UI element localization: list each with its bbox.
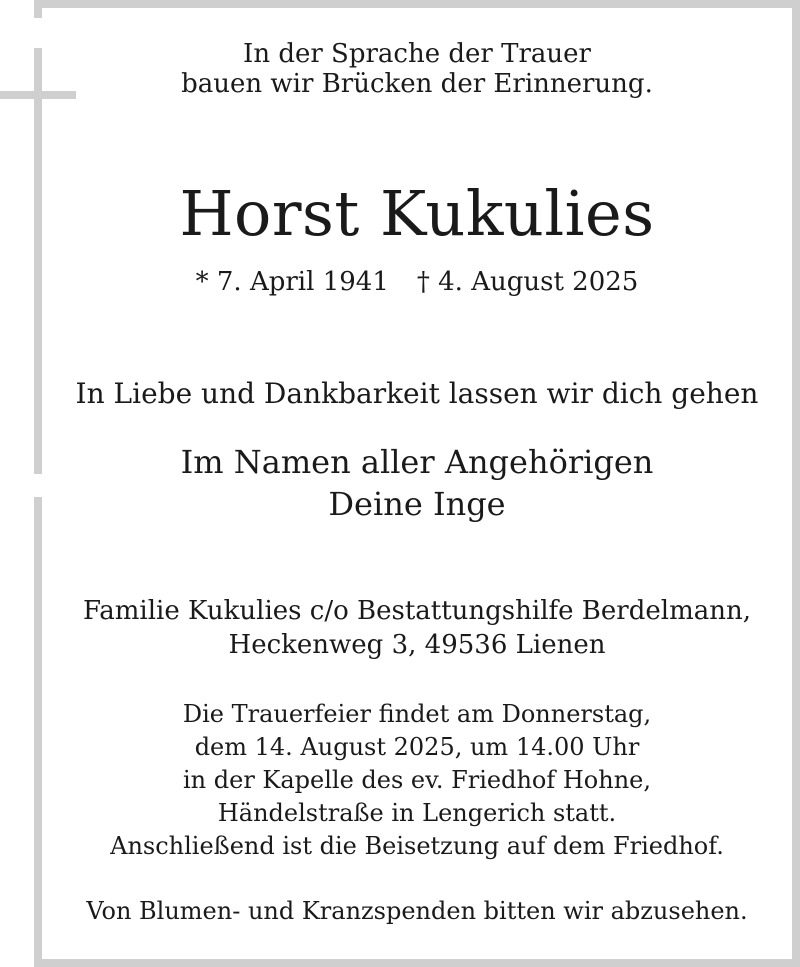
contact-address xyxy=(42,595,792,663)
frame-top-border xyxy=(34,0,800,8)
motto-line: bauen wir Brücken der Erinnerung. xyxy=(181,68,653,99)
deceased-name: Horst Kukulies xyxy=(179,177,655,250)
frame-left-border-top xyxy=(34,0,42,18)
signer-line: Deine Inge xyxy=(328,484,506,523)
mourners-signature xyxy=(42,442,792,525)
address-line: Heckenweg 3, 49536 Lienen xyxy=(228,629,606,660)
farewell-text: In Liebe und Dankbarkeit lassen wir dich gehen xyxy=(75,377,759,410)
motto-verse xyxy=(42,40,792,100)
frame-right-border xyxy=(792,0,800,967)
ceremony-line: Die Trauerfeier findet am Donnerstag, xyxy=(182,700,652,728)
death-date: † 4. August 2025 xyxy=(416,267,639,297)
ceremony-line: dem 14. August 2025, um 14.00 Uhr xyxy=(194,733,640,762)
flower-donation-request: Von Blumen- und Kranzspenden bitten wir abzusehen. xyxy=(86,897,748,925)
cross-icon-vertical-bar xyxy=(34,48,42,474)
motto-line: In der Sprache der Trauer xyxy=(243,39,591,69)
address-line: Familie Kukulies c/o Bestattungshilfe Berdelmann, xyxy=(83,596,751,626)
ceremony-line: Händelstraße in Lengerich statt. xyxy=(217,799,617,828)
birth-date: * 7. April 1941 xyxy=(195,267,389,297)
funeral-service-info xyxy=(42,698,792,864)
frame-bottom-border xyxy=(34,959,800,967)
signer-line: Im Namen aller Angehörigen xyxy=(180,443,654,481)
ceremony-line: Anschließend ist die Beisetzung auf dem Friedhof. xyxy=(110,832,724,861)
ceremony-line: in der Kapelle des ev. Friedhof Hohne, xyxy=(182,766,651,795)
life-dates xyxy=(42,268,792,298)
frame-left-border-bottom xyxy=(34,497,42,967)
